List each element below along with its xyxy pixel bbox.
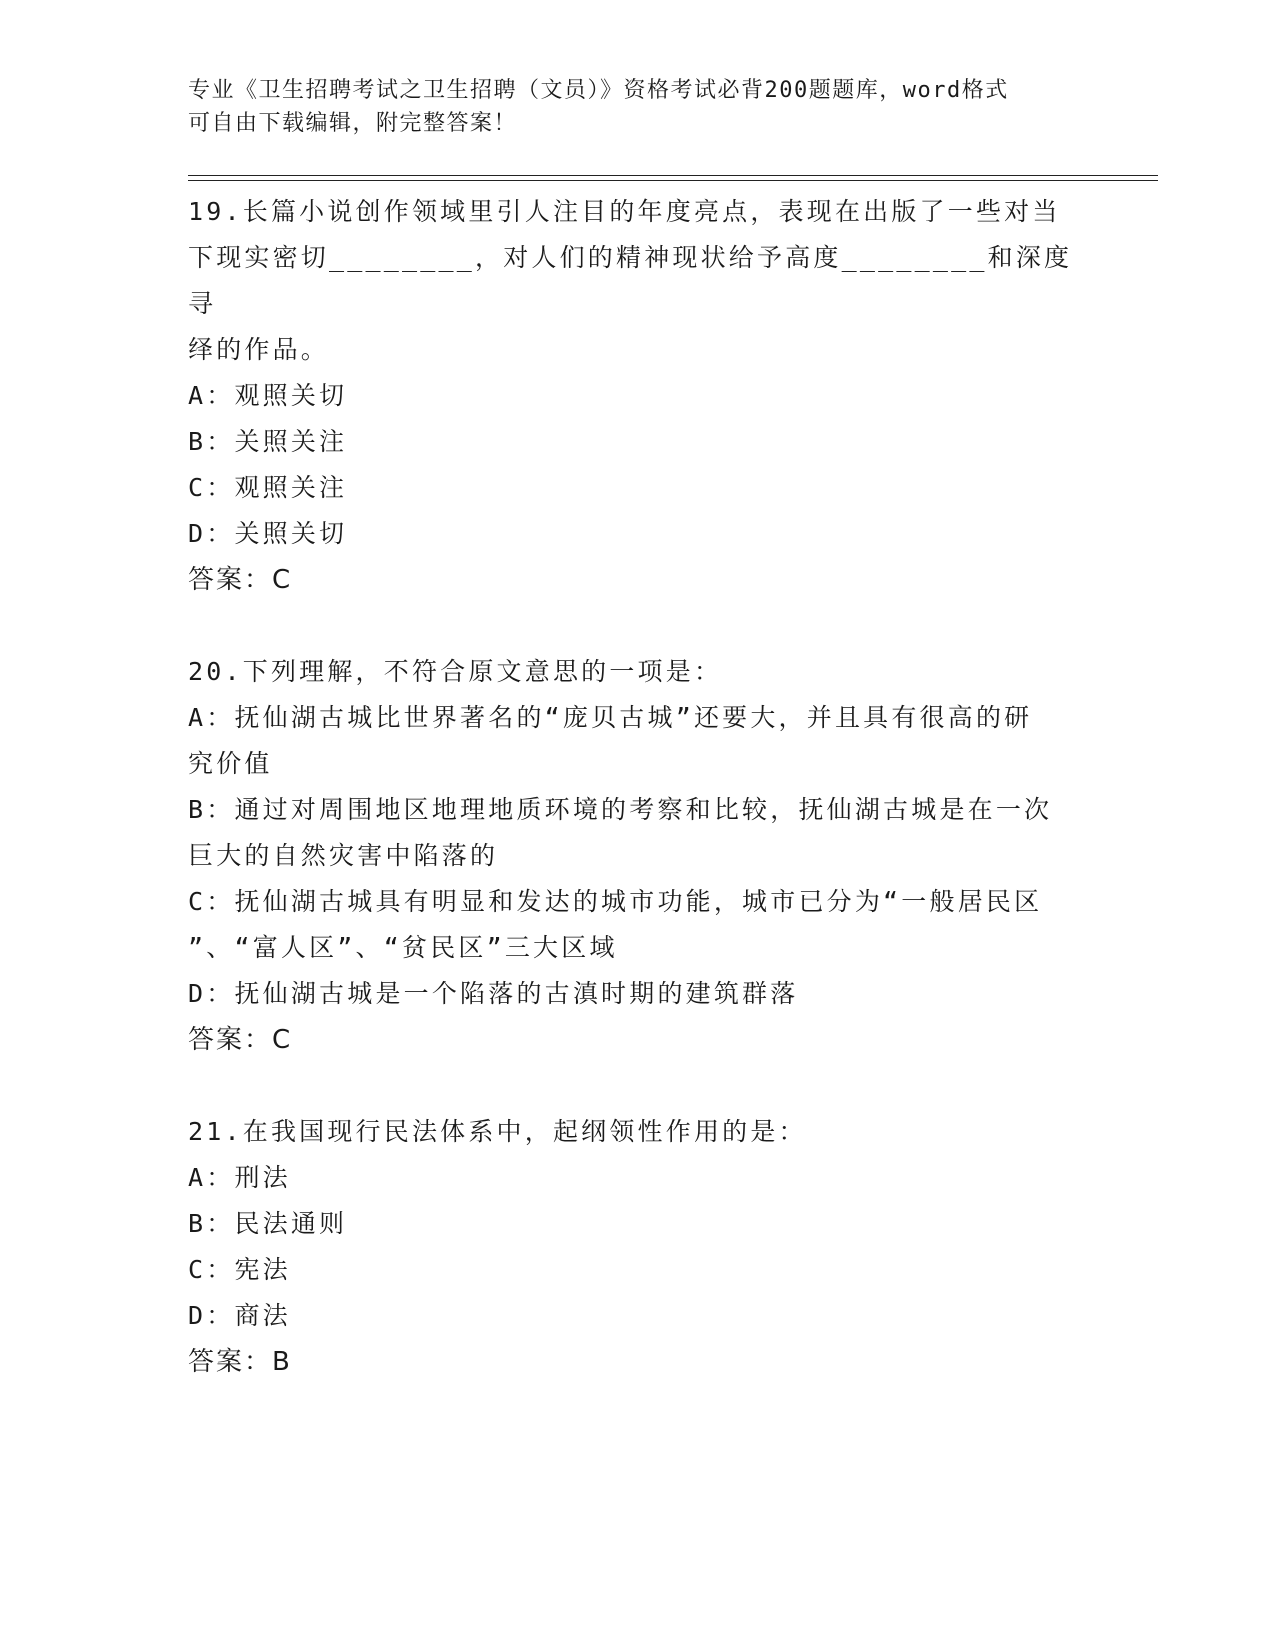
- question-stem-line: 20.下列理解，不符合原文意思的一项是：: [188, 657, 723, 686]
- document-header: [188, 74, 1068, 140]
- option-a: A：刑法: [188, 1163, 291, 1192]
- header-divider-top: [188, 175, 1158, 176]
- answer-line: 答案：C: [188, 1025, 293, 1055]
- option-c: C：抚仙湖古城具有明显和发达的城市功能，城市已分为“一般居民区: [188, 887, 1043, 916]
- option-c: C：观照关注: [188, 473, 348, 502]
- question-stem-line: 下现实密切________，对人们的精神现状给予高度________和深度寻: [188, 243, 1073, 318]
- option-b-continued: 巨大的自然灾害中陷落的: [188, 841, 499, 870]
- option-a: A：观照关切: [188, 381, 348, 410]
- option-b: B：通过对周围地区地理地质环境的考察和比较，抚仙湖古城是在一次: [188, 795, 1053, 824]
- option-d: D：关照关切: [188, 519, 348, 548]
- question-spacer: [188, 1063, 1088, 1109]
- answer-line: 答案：C: [188, 565, 293, 595]
- option-a-continued: 究价值: [188, 749, 273, 778]
- header-line-2: 可自由下载编辑，附完整答案！: [188, 111, 518, 136]
- header-divider-bottom: [188, 180, 1158, 181]
- option-b: B：民法通则: [188, 1209, 348, 1238]
- question-19: [188, 189, 1088, 603]
- option-d: D：抚仙湖古城是一个陷落的古滇时期的建筑群落: [188, 979, 799, 1008]
- option-a: A：抚仙湖古城比世界著名的“庞贝古城”还要大，并且具有很高的研: [188, 703, 1033, 732]
- question-spacer: [188, 603, 1088, 649]
- answer-line: 答案：B: [188, 1347, 292, 1377]
- question-stem-line: 19.长篇小说创作领域里引人注目的年度亮点，表现在出版了一些对当: [188, 197, 1061, 226]
- question-stem-line: 绎的作品。: [188, 335, 330, 364]
- question-20: [188, 649, 1088, 1063]
- option-c-continued: ”、“富人区”、“贫民区”三大区域: [188, 933, 618, 962]
- option-c: C：宪法: [188, 1255, 291, 1284]
- option-b: B：关照关注: [188, 427, 348, 456]
- header-line-1: 专业《卫生招聘考试之卫生招聘（文员）》资格考试必背200题题库，word格式: [188, 78, 1009, 103]
- question-list: [188, 189, 1088, 1385]
- question-stem-line: 21.在我国现行民法体系中，起纲领性作用的是：: [188, 1117, 807, 1146]
- question-21: [188, 1109, 1088, 1385]
- option-d: D：商法: [188, 1301, 291, 1330]
